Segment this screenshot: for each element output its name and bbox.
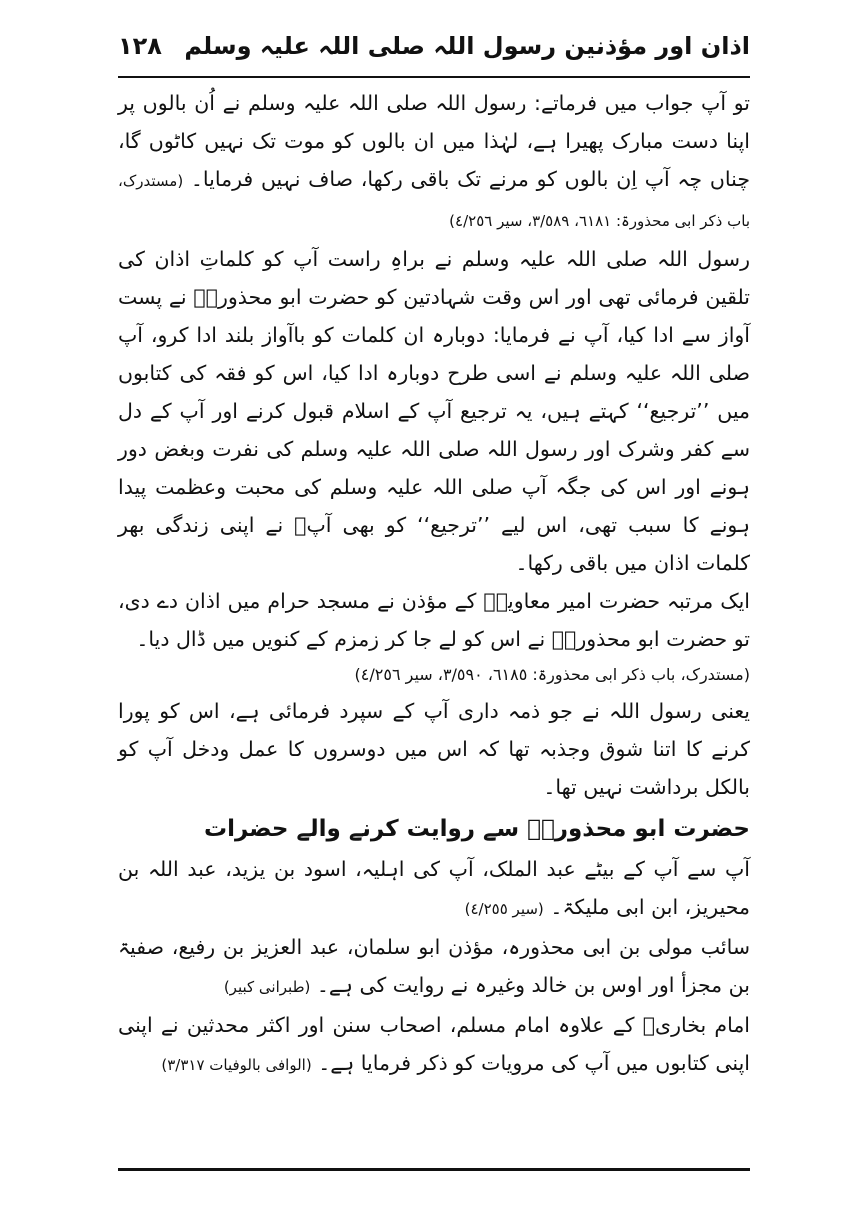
running-title: اذان اور مؤذنین رسول اللہ صلی اللہ علیہ وسلم	[184, 32, 750, 60]
page-header	[118, 28, 750, 74]
paragraph-3: ایک مرتبہ حضرت امیر معاویہؓ کے مؤذن نے مسجد حرام میں اذان دے دی، تو حضرت ابو محذورہؓ نے اس کو لے جا کر زمزم کے کنویں میں ڈال دیا۔	[118, 589, 750, 651]
paragraph-7-text: امام بخاریؒ کے علاوہ امام مسلم، اصحاب سنن اور اکثر محدثین نے اپنی اپنی کتابوں میں آپ کی مرویات کو ذکر فرمایا ہے۔	[118, 1013, 750, 1075]
paragraph-1-text: تو آپ جواب میں فرماتے: رسول اللہ صلی اللہ علیہ وسلم نے اُن بالوں پر اپنا دست مبارک پھیرا ہے، لہٰذا میں ان بالوں کو موت تک نہیں کاٹوں گا، چناں چہ آپ اِن بالوں کو مرنے تک باقی رکھا، صاف نہیں فرمایا۔	[118, 91, 750, 191]
citation-3: (مستدرک، باب ذکر ابی محذورۃ: ٦١٨٥، ٣/٥٩٠، سیر ٤/٢٥٦)	[354, 665, 750, 684]
paragraph-5	[118, 850, 750, 928]
citation-6: (طبرانی کبیر)	[223, 978, 311, 996]
paragraph-1	[118, 84, 750, 240]
paragraph-4: یعنی رسول اللہ نے جو ذمہ داری آپ کے سپرد فرمائی ہے، اس کو پورا کرنے کا اتنا شوق وجذبہ تھا کہ اس میں دوسروں کا عمل ودخل آپ کو بالکل برداشت نہیں تھا۔	[118, 699, 750, 799]
footer-rule	[118, 1168, 750, 1171]
paragraph-6	[118, 928, 750, 1006]
paragraph-2: رسول اللہ صلی اللہ علیہ وسلم نے براہِ راست آپ کو کلماتِ اذان کی تلقین فرمائی تھی اور اس وقت شہادتین کو حضرت ابو محذورہؓ نے پست آواز سے ادا کیا، آپ نے فرمایا: دوبارہ ان کلمات کو باآواز بلند ادا کرو، آپ صلی اللہ علیہ وسلم نے اسی طرح دوبارہ ادا کیا، اس کو فقہ کی کتابوں میں ’’ترجیع‘‘ کہتے ہیں، یہ ترجیع آپ کے اسلام قبول کرنے اور آپ کے دل سے کفر وشرک اور رسول اللہ صلی اللہ علیہ وسلم کی نفرت وبغض دور ہونے اور اس کی جگہ آپ صلی اللہ علیہ وسلم کی محبت وعظمت پیدا ہونے کا سبب تھی، اس لیے ’’ترجیع‘‘ کو بھی آپؓ نے اپنی زندگی بھر کلمات اذان میں باقی رکھا۔	[118, 247, 750, 575]
section-heading: حضرت ابو محذورہؓ سے روایت کرنے والے حضرات	[203, 816, 750, 842]
paragraph-7	[118, 1006, 750, 1084]
page-body	[118, 84, 750, 1084]
citation-5: (سیر ٤/٢٥٥)	[464, 900, 544, 918]
header-rule	[118, 76, 750, 78]
paragraph-6-text: سائب مولی بن ابی محذورہ، مؤذن ابو سلمان، عبد العزیز بن رفیع، صفیۃ بن مجزأ اور اوس بن خالد وغیرہ نے روایت کی ہے۔	[118, 935, 750, 997]
paragraph-5-text: آپ سے آپ کے بیٹے عبد الملک، آپ کی اہلیہ، اسود بن یزید، عبد اللہ بن محیریز، ابن ابی ملیکۃ۔	[118, 857, 750, 919]
citation-7: (الوافی بالوفیات ٣/٣١٧)	[161, 1056, 312, 1074]
page-number: ١٢٨	[118, 32, 162, 60]
citation-1: (مستدرک، باب ذکر ابی محذورۃ: ٦١٨١، ٣/٥٨٩، سیر ٤/٢٥٦)	[118, 172, 750, 230]
